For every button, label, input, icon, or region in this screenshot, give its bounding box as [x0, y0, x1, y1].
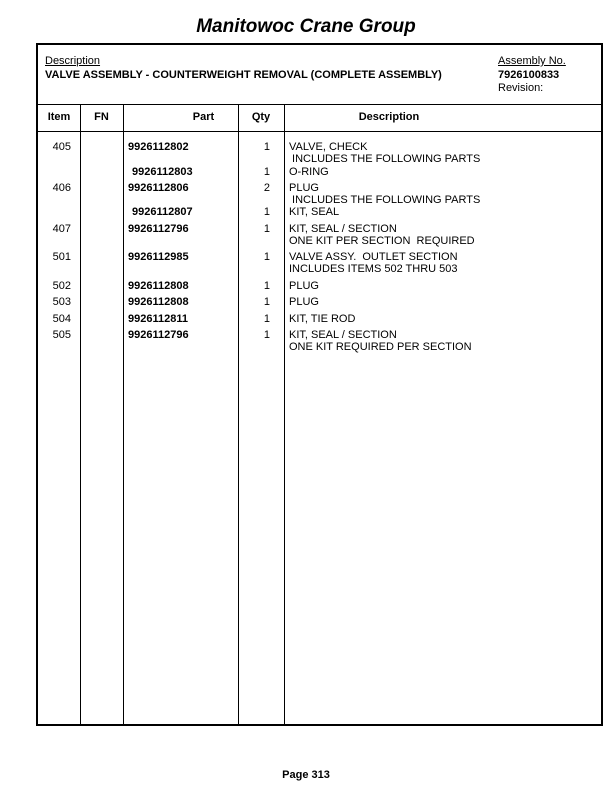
part-number-cell: 9926112803 [132, 166, 193, 178]
description-line: INCLUDES THE FOLLOWING PARTS [289, 153, 481, 165]
description-cell [289, 329, 472, 353]
quantity-cell: 1 [263, 141, 270, 153]
description-line: PLUG [289, 296, 319, 308]
part-number-cell: 9926112808 [128, 280, 189, 292]
column-header-description: Description [358, 111, 420, 123]
description-cell [289, 166, 329, 178]
description-cell [289, 280, 319, 292]
description-line: INCLUDES ITEMS 502 THRU 503 [289, 263, 458, 275]
column-header-fn: FN [94, 111, 109, 123]
column-header-qty: Qty [251, 111, 271, 123]
column-header-item: Item [47, 111, 71, 123]
description-cell [289, 206, 339, 218]
part-number-cell: 9926112811 [128, 313, 188, 325]
description-line: VALVE ASSY. OUTLET SECTION [289, 251, 458, 263]
description-cell [289, 296, 319, 308]
description-cell [289, 313, 355, 325]
quantity-cell: 1 [263, 166, 270, 178]
quantity-cell: 1 [263, 296, 270, 308]
description-line: O-RING [289, 166, 329, 178]
quantity-cell: 1 [263, 206, 270, 218]
description-cell [289, 182, 480, 206]
quantity-cell: 1 [263, 280, 270, 292]
part-number-cell: 9926112796 [128, 223, 189, 235]
assembly-header [38, 45, 601, 105]
description-cell [289, 141, 480, 165]
quantity-cell: 1 [263, 223, 270, 235]
description-line: PLUG [289, 280, 319, 292]
column-header-part: Part [192, 111, 215, 123]
description-line: KIT, SEAL [289, 206, 340, 218]
description-line: KIT, TIE ROD [289, 313, 356, 325]
part-number-cell: 9926112985 [128, 251, 189, 263]
part-number-cell: 9926112796 [128, 329, 189, 341]
part-number-cell: 9926112808 [128, 296, 189, 308]
description-line: VALVE, CHECK [289, 141, 368, 153]
quantity-cell: 2 [263, 182, 270, 194]
description-line: ONE KIT PER SECTION REQUIRED [289, 235, 475, 247]
page-number: Page 313 [282, 769, 330, 781]
assembly-description: VALVE ASSEMBLY - COUNTERWEIGHT REMOVAL (COMPLETE ASSEMBLY) [45, 69, 442, 81]
column-divider [123, 104, 124, 724]
description-line: ONE KIT REQUIRED PER SECTION [289, 341, 472, 353]
column-divider [238, 104, 239, 724]
quantity-cell: 1 [263, 313, 270, 325]
item-cell: 504 [52, 313, 71, 325]
description-label: Description [45, 55, 101, 67]
company-title: Manitowoc Crane Group [196, 16, 416, 37]
part-number-cell: 9926112807 [132, 206, 193, 218]
assembly-number-label: Assembly No. [498, 55, 566, 67]
item-cell: 505 [52, 329, 71, 341]
item-cell: 501 [52, 251, 71, 263]
revision-label: Revision: [498, 82, 544, 94]
description-line: KIT, SEAL / SECTION [289, 223, 397, 235]
column-divider [80, 104, 81, 724]
description-cell [289, 251, 458, 275]
item-cell: 406 [52, 182, 71, 194]
column-divider [284, 104, 285, 724]
item-cell: 503 [52, 296, 71, 308]
quantity-cell: 1 [263, 251, 270, 263]
description-line: PLUG [289, 182, 319, 194]
description-cell [289, 223, 475, 247]
item-cell: 407 [52, 223, 71, 235]
item-cell: 502 [52, 280, 71, 292]
item-cell: 405 [52, 141, 71, 153]
description-line: INCLUDES THE FOLLOWING PARTS [289, 194, 481, 206]
description-line: KIT, SEAL / SECTION [289, 329, 397, 341]
quantity-cell: 1 [263, 329, 270, 341]
part-number-cell: 9926112806 [128, 182, 189, 194]
assembly-number: 7926100833 [498, 69, 560, 81]
part-number-cell: 9926112802 [128, 141, 189, 153]
parts-list-frame [36, 43, 603, 726]
